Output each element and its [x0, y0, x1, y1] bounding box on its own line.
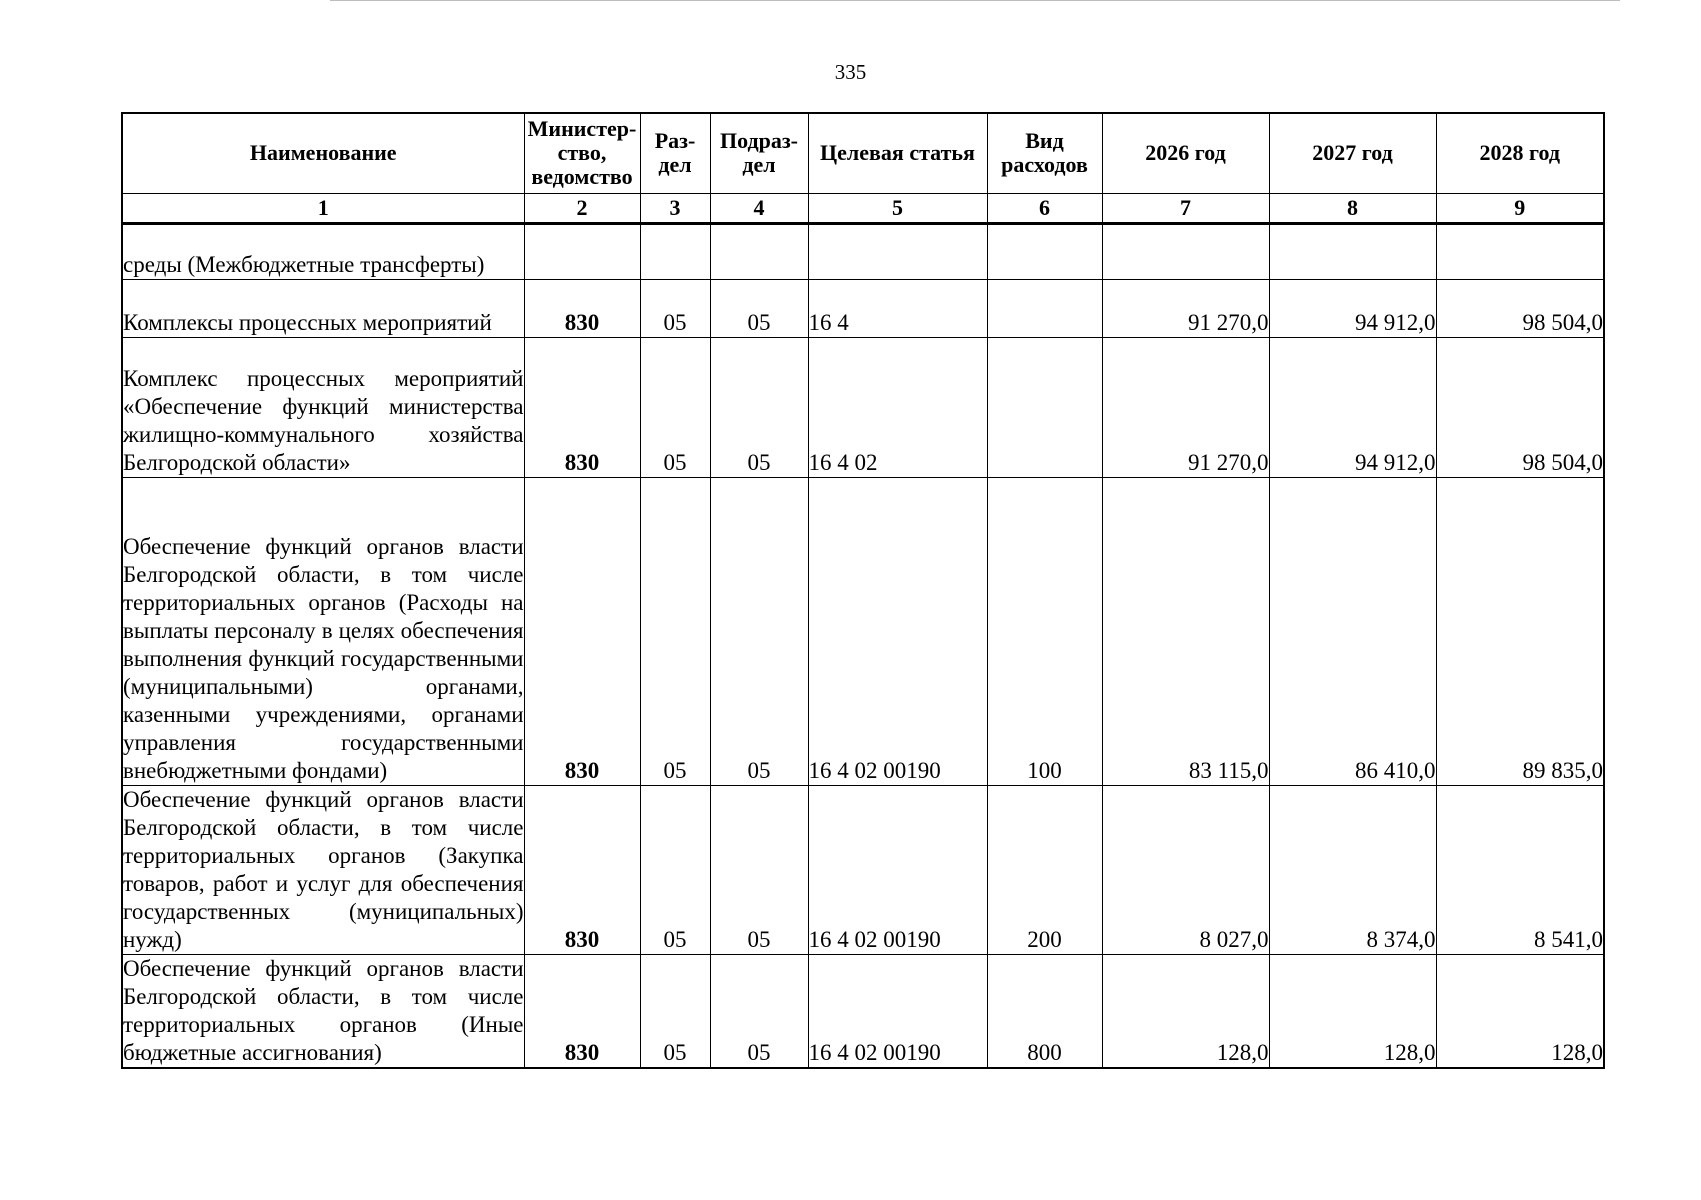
- row-2028: [1436, 223, 1604, 279]
- row-subsection: 05: [710, 279, 808, 337]
- row-2028: 128,0: [1436, 954, 1604, 1068]
- row-target: 16 4 02: [808, 337, 987, 477]
- top-rule: [330, 0, 1620, 1]
- row-2027: 94 912,0: [1269, 337, 1436, 477]
- row-subsection: 05: [710, 477, 808, 785]
- row-section: 05: [640, 279, 710, 337]
- row-name: среды (Межбюджетные трансферты): [122, 223, 524, 279]
- row-name: Комплекс процессных мероприятий «Обеспечение функций министерства жилищно-коммунального хозяйства Белгородской области»: [122, 337, 524, 477]
- row-ministry: 830: [524, 337, 640, 477]
- row-2026: 83 115,0: [1102, 477, 1269, 785]
- row-subsection: [710, 223, 808, 279]
- row-target: 16 4 02 00190: [808, 477, 987, 785]
- column-number: 3: [640, 193, 710, 223]
- row-2027: [1269, 223, 1436, 279]
- row-name: Обеспечение функций органов власти Белгородской области, в том числе территориальных органов (Расходы на выплаты персоналу в целях обеспечения выполнения функций государственными (муниципальными) органами, казенными учреждениями, органами управления государственными внебюджетными фондами): [122, 477, 524, 785]
- column-number: 8: [1269, 193, 1436, 223]
- row-2027: 94 912,0: [1269, 279, 1436, 337]
- table-row: [122, 279, 1604, 337]
- row-target: [808, 223, 987, 279]
- column-number: 9: [1436, 193, 1604, 223]
- header-ministry: Министер-ство, ведомство: [524, 113, 640, 193]
- row-section: 05: [640, 337, 710, 477]
- column-number: 6: [987, 193, 1102, 223]
- row-subsection: 05: [710, 785, 808, 954]
- row-subsection: 05: [710, 954, 808, 1068]
- column-number: 7: [1102, 193, 1269, 223]
- table-row: [122, 954, 1604, 1068]
- row-2026: 8 027,0: [1102, 785, 1269, 954]
- header-section: Раз-дел: [640, 113, 710, 193]
- row-2028: 89 835,0: [1436, 477, 1604, 785]
- header-target: Целевая статья: [808, 113, 987, 193]
- row-2026: 128,0: [1102, 954, 1269, 1068]
- row-2028: 98 504,0: [1436, 279, 1604, 337]
- row-2028: 8 541,0: [1436, 785, 1604, 954]
- row-2027: 128,0: [1269, 954, 1436, 1068]
- row-ministry: [524, 223, 640, 279]
- row-subsection: 05: [710, 337, 808, 477]
- row-ministry: 830: [524, 954, 640, 1068]
- row-ministry: 830: [524, 477, 640, 785]
- row-expense-type: 800: [987, 954, 1102, 1068]
- column-number: 1: [122, 193, 524, 223]
- row-name: Комплексы процессных мероприятий: [122, 279, 524, 337]
- row-expense-type: 100: [987, 477, 1102, 785]
- column-number-row: [122, 193, 1604, 223]
- row-section: 05: [640, 477, 710, 785]
- column-number: 2: [524, 193, 640, 223]
- budget-table: [121, 112, 1605, 1069]
- table-row: [122, 337, 1604, 477]
- header-2028: 2028 год: [1436, 113, 1604, 193]
- row-section: 05: [640, 785, 710, 954]
- row-2027: 86 410,0: [1269, 477, 1436, 785]
- table-row: [122, 785, 1604, 954]
- row-expense-type: [987, 279, 1102, 337]
- header-2026: 2026 год: [1102, 113, 1269, 193]
- column-number: 5: [808, 193, 987, 223]
- row-expense-type: [987, 223, 1102, 279]
- page-number: 335: [834, 60, 867, 84]
- row-2026: 91 270,0: [1102, 279, 1269, 337]
- header-row: [122, 113, 1604, 193]
- row-target: 16 4 02 00190: [808, 785, 987, 954]
- row-ministry: 830: [524, 279, 640, 337]
- table-row: [122, 223, 1604, 279]
- header-2027: 2027 год: [1269, 113, 1436, 193]
- row-2028: 98 504,0: [1436, 337, 1604, 477]
- row-section: 05: [640, 954, 710, 1068]
- row-2026: 91 270,0: [1102, 337, 1269, 477]
- row-expense-type: [987, 337, 1102, 477]
- header-name: Наименование: [122, 113, 524, 193]
- header-expense-type: Вид расходов: [987, 113, 1102, 193]
- row-2027: 8 374,0: [1269, 785, 1436, 954]
- table-row: [122, 477, 1604, 785]
- row-expense-type: 200: [987, 785, 1102, 954]
- column-number: 4: [710, 193, 808, 223]
- row-name: Обеспечение функций органов власти Белгородской области, в том числе территориальных органов (Закупка товаров, работ и услуг для обеспечения государственных (муниципальных) нужд): [122, 785, 524, 954]
- row-target: 16 4 02 00190: [808, 954, 987, 1068]
- row-2026: [1102, 223, 1269, 279]
- row-name: Обеспечение функций органов власти Белгородской области, в том числе территориальных органов (Иные бюджетные ассигнования): [122, 954, 524, 1068]
- row-target: 16 4: [808, 279, 987, 337]
- header-subsection: Подраз-дел: [710, 113, 808, 193]
- row-ministry: 830: [524, 785, 640, 954]
- row-section: [640, 223, 710, 279]
